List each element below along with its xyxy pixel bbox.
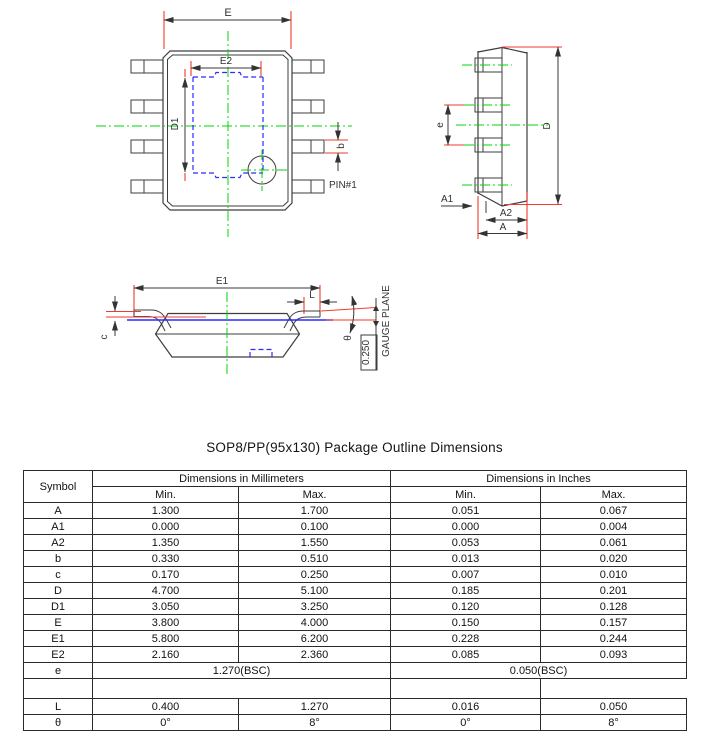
table-row [24, 535, 687, 551]
in-max-cell: 0.128 [541, 599, 687, 615]
in-min-cell: 0.228 [391, 631, 541, 647]
symbol-cell: A2 [24, 535, 93, 551]
col-header-inches: Dimensions in Inches [391, 471, 687, 487]
table-row [24, 567, 687, 583]
symbol-cell: E [24, 615, 93, 631]
table-row [24, 551, 687, 567]
mm-min-cell: 0.330 [93, 551, 239, 567]
symbol-cell: E2 [24, 647, 93, 663]
table-row [24, 519, 687, 535]
table-row [24, 715, 687, 731]
mm-max-cell: 2.360 [239, 647, 391, 663]
symbol-cell: θ [24, 715, 93, 731]
mm-max-cell: 5.100 [239, 583, 391, 599]
in-max-cell [541, 679, 687, 699]
table-subheader-row [24, 487, 687, 503]
gauge-arrowhead [373, 321, 379, 327]
symbol-cell: c [24, 567, 93, 583]
mm-max-cell: 3.250 [239, 599, 391, 615]
mm-max-cell: 4.000 [239, 615, 391, 631]
in-max-cell: 0.004 [541, 519, 687, 535]
gauge-offset-value: 0.250 [361, 339, 372, 366]
symbol-cell: A [24, 503, 93, 519]
mm-max-cell: 0.510 [239, 551, 391, 567]
symbol-cell: A1 [24, 519, 93, 535]
col-header-in-max: Max. [541, 487, 687, 503]
dim-label-A: A [499, 222, 507, 233]
dim-label-E1: E1 [215, 276, 229, 287]
mm-min-cell: 3.800 [93, 615, 239, 631]
symbol-cell: L [24, 699, 93, 715]
in-min-cell: 0° [391, 715, 541, 731]
col-header-mm-max: Max. [239, 487, 391, 503]
mm-bsc-cell: 1.270(BSC) [93, 663, 391, 679]
mm-empty-cell [93, 679, 391, 699]
mm-min-cell: 1.350 [93, 535, 239, 551]
mm-max-cell: 0.100 [239, 519, 391, 535]
dim-label-E: E [224, 7, 232, 19]
col-header-symbol: Symbol [24, 471, 93, 503]
dim-label-e: e [435, 122, 446, 128]
col-header-mm: Dimensions in Millimeters [93, 471, 391, 487]
in-max-cell: 0.201 [541, 583, 687, 599]
in-max-cell: 0.157 [541, 615, 687, 631]
symbol-cell: D1 [24, 599, 93, 615]
dim-label-E2: E2 [219, 56, 233, 67]
in-max-cell: 8° [541, 715, 687, 731]
dim-label-theta: θ [343, 335, 354, 341]
mm-min-cell: 4.700 [93, 583, 239, 599]
mm-min-cell: 1.300 [93, 503, 239, 519]
mm-min-cell: 0.000 [93, 519, 239, 535]
symbol-cell: e [24, 663, 93, 679]
in-min-cell: 0.051 [391, 503, 541, 519]
in-max-cell: 0.050 [541, 699, 687, 715]
table-row [24, 583, 687, 599]
in-min-cell: 0.053 [391, 535, 541, 551]
dim-label-A2: A2 [499, 208, 513, 219]
dim-label-A1: A1 [441, 194, 454, 205]
table-header-row [24, 471, 687, 487]
body-notch-outline [250, 350, 272, 358]
in-min-cell: 0.150 [391, 615, 541, 631]
in-max-cell: 0.020 [541, 551, 687, 567]
symbol-cell: D [24, 583, 93, 599]
mm-min-cell: 3.050 [93, 599, 239, 615]
dim-label-b: b [336, 143, 347, 149]
symbol-cell [24, 679, 93, 699]
mm-min-cell: 2.160 [93, 647, 239, 663]
in-min-cell: 0.016 [391, 699, 541, 715]
in-max-cell: 0.061 [541, 535, 687, 551]
table-row [24, 631, 687, 647]
in-max-cell: 0.244 [541, 631, 687, 647]
col-header-in-min: Min. [391, 487, 541, 503]
dim-label-D: D [542, 122, 553, 130]
table-row [24, 699, 687, 715]
top-view [96, 7, 357, 237]
table-row [24, 647, 687, 663]
table-row-bsc [24, 663, 687, 679]
mm-max-cell: 0.250 [239, 567, 391, 583]
in-min-cell: 0.007 [391, 567, 541, 583]
table-row-empty [24, 679, 687, 699]
in-min-cell: 0.185 [391, 583, 541, 599]
mm-max-cell: 1.270 [239, 699, 391, 715]
symbol-cell: E1 [24, 631, 93, 647]
dim-label-D1: D1 [170, 117, 181, 131]
in-max-cell: 0.067 [541, 503, 687, 519]
pin1-label: PIN#1 [329, 180, 357, 191]
in-min-cell: 0.120 [391, 599, 541, 615]
lead-right [284, 311, 320, 331]
table-row [24, 503, 687, 519]
mm-max-cell: 1.700 [239, 503, 391, 519]
dimensions-table [23, 470, 687, 731]
dim-label-c: c [99, 334, 110, 340]
mm-min-cell: 0.400 [93, 699, 239, 715]
in-min-cell: 0.085 [391, 647, 541, 663]
in-min-cell [391, 679, 541, 699]
in-max-cell: 0.093 [541, 647, 687, 663]
mm-max-cell: 1.550 [239, 535, 391, 551]
theta-angle-arc [350, 296, 354, 333]
in-min-cell: 0.000 [391, 519, 541, 535]
foot-angle-reference-line [321, 308, 376, 312]
mm-max-cell: 8° [239, 715, 391, 731]
mm-min-cell: 0.170 [93, 567, 239, 583]
gauge-plane-label: GAUGE PLANE [381, 285, 392, 357]
mm-min-cell: 5.800 [93, 631, 239, 647]
table-row [24, 615, 687, 631]
in-bsc-cell: 0.050(BSC) [391, 663, 687, 679]
front-view [99, 276, 392, 374]
in-max-cell: 0.010 [541, 567, 687, 583]
mm-max-cell: 6.200 [239, 631, 391, 647]
side-view [435, 47, 562, 239]
mm-min-cell: 0° [93, 715, 239, 731]
page-title: SOP8/PP(95x130) Package Outline Dimensions [206, 440, 503, 455]
col-header-mm-min: Min. [93, 487, 239, 503]
symbol-cell: b [24, 551, 93, 567]
dim-label-L: L [309, 290, 315, 301]
in-min-cell: 0.013 [391, 551, 541, 567]
table-row [24, 599, 687, 615]
